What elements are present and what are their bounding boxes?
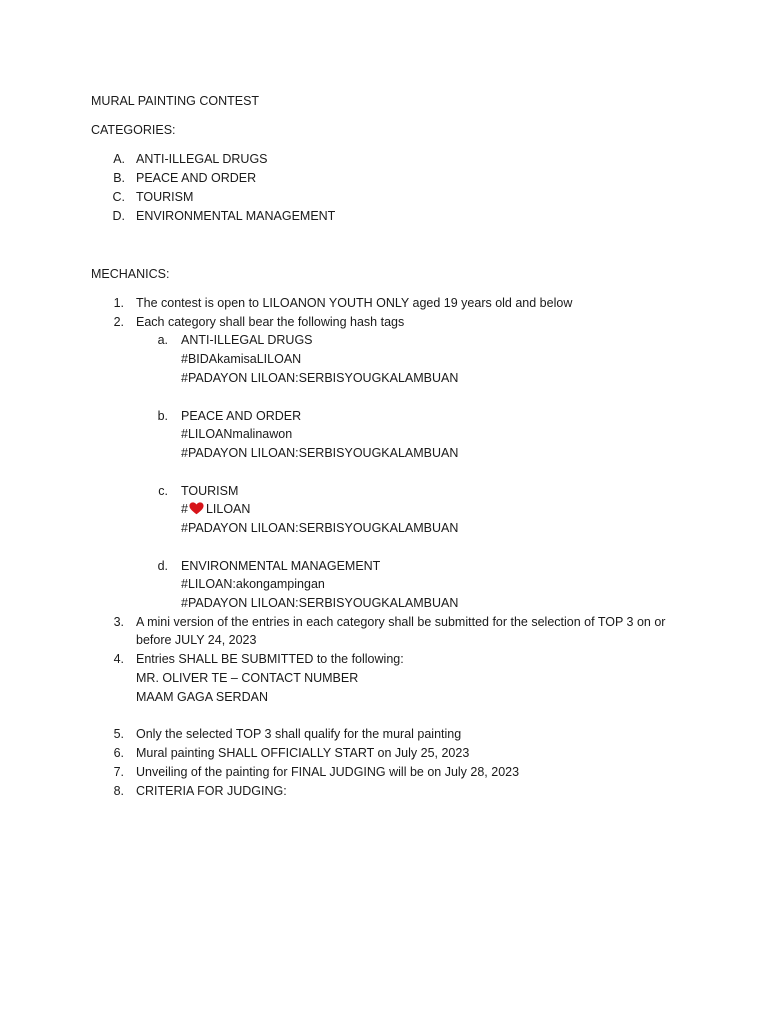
- contact-person: MR. OLIVER TE – CONTACT NUMBER: [136, 671, 359, 685]
- list-marker: 8.: [113, 784, 124, 798]
- sublist-marker: d.: [157, 559, 168, 573]
- mechanics-heading: MECHANICS:: [91, 267, 170, 281]
- category-name: ENVIRONMENTAL MANAGEMENT: [181, 559, 381, 573]
- heart-icon: [189, 502, 204, 515]
- hashtag-suffix: LILOAN: [205, 502, 251, 516]
- list-marker: 4.: [113, 652, 124, 666]
- list-marker: 6.: [113, 746, 124, 760]
- list-marker: 1.: [113, 296, 124, 310]
- list-item-text: TOURISM: [136, 190, 194, 204]
- list-marker: C.: [112, 190, 125, 204]
- hashtag-heart-liloan: [181, 500, 250, 519]
- hashtag: #PADAYON LILOAN:SERBISYOUGKALAMBUAN: [181, 371, 459, 385]
- list-item-text: Entries SHALL BE SUBMITTED to the following:: [136, 652, 404, 666]
- list-item-text: Only the selected TOP 3 shall qualify for the mural painting: [136, 727, 462, 741]
- sublist-marker: a.: [157, 333, 168, 347]
- hashtag: #BIDAkamisaLILOAN: [181, 352, 302, 366]
- sublist-marker: b.: [157, 409, 168, 423]
- list-marker: 5.: [113, 727, 124, 741]
- list-item-text: ENVIRONMENTAL MANAGEMENT: [136, 209, 336, 223]
- hashtag-prefix: #: [181, 502, 188, 516]
- list-marker: 2.: [113, 315, 124, 329]
- document-title: MURAL PAINTING CONTEST: [91, 94, 260, 108]
- list-item-text-continued: before JULY 24, 2023: [136, 633, 257, 647]
- list-marker: A.: [113, 152, 125, 166]
- list-marker: 7.: [113, 765, 124, 779]
- category-name: TOURISM: [181, 484, 239, 498]
- list-marker: D.: [112, 209, 125, 223]
- list-item-text: PEACE AND ORDER: [136, 171, 257, 185]
- hashtag: #PADAYON LILOAN:SERBISYOUGKALAMBUAN: [181, 521, 459, 535]
- list-item-text: The contest is open to LILOANON YOUTH ONLY aged 19 years old and below: [136, 296, 573, 310]
- list-item-text: A mini version of the entries in each category shall be submitted for the selection of TOP 3 on or: [136, 615, 666, 629]
- hashtag: #LILOANmalinawon: [181, 427, 293, 441]
- category-name: PEACE AND ORDER: [181, 409, 302, 423]
- list-item-text: CRITERIA FOR JUDGING:: [136, 784, 287, 798]
- category-name: ANTI-ILLEGAL DRUGS: [181, 333, 313, 347]
- list-marker: 3.: [113, 615, 124, 629]
- list-item-text: Each category shall bear the following hash tags: [136, 315, 405, 329]
- list-marker: B.: [113, 171, 125, 185]
- categories-heading: CATEGORIES:: [91, 123, 176, 137]
- sublist-marker: c.: [158, 484, 168, 498]
- list-item-text: ANTI-ILLEGAL DRUGS: [136, 152, 268, 166]
- list-item-text: Mural painting SHALL OFFICIALLY START on July 25, 2023: [136, 746, 470, 760]
- list-item-text: Unveiling of the painting for FINAL JUDGING will be on July 28, 2023: [136, 765, 520, 779]
- hashtag: #LILOAN:akongampingan: [181, 577, 325, 591]
- contact-person: MAAM GAGA SERDAN: [136, 690, 268, 704]
- hashtag: #PADAYON LILOAN:SERBISYOUGKALAMBUAN: [181, 446, 459, 460]
- hashtag: #PADAYON LILOAN:SERBISYOUGKALAMBUAN: [181, 596, 459, 610]
